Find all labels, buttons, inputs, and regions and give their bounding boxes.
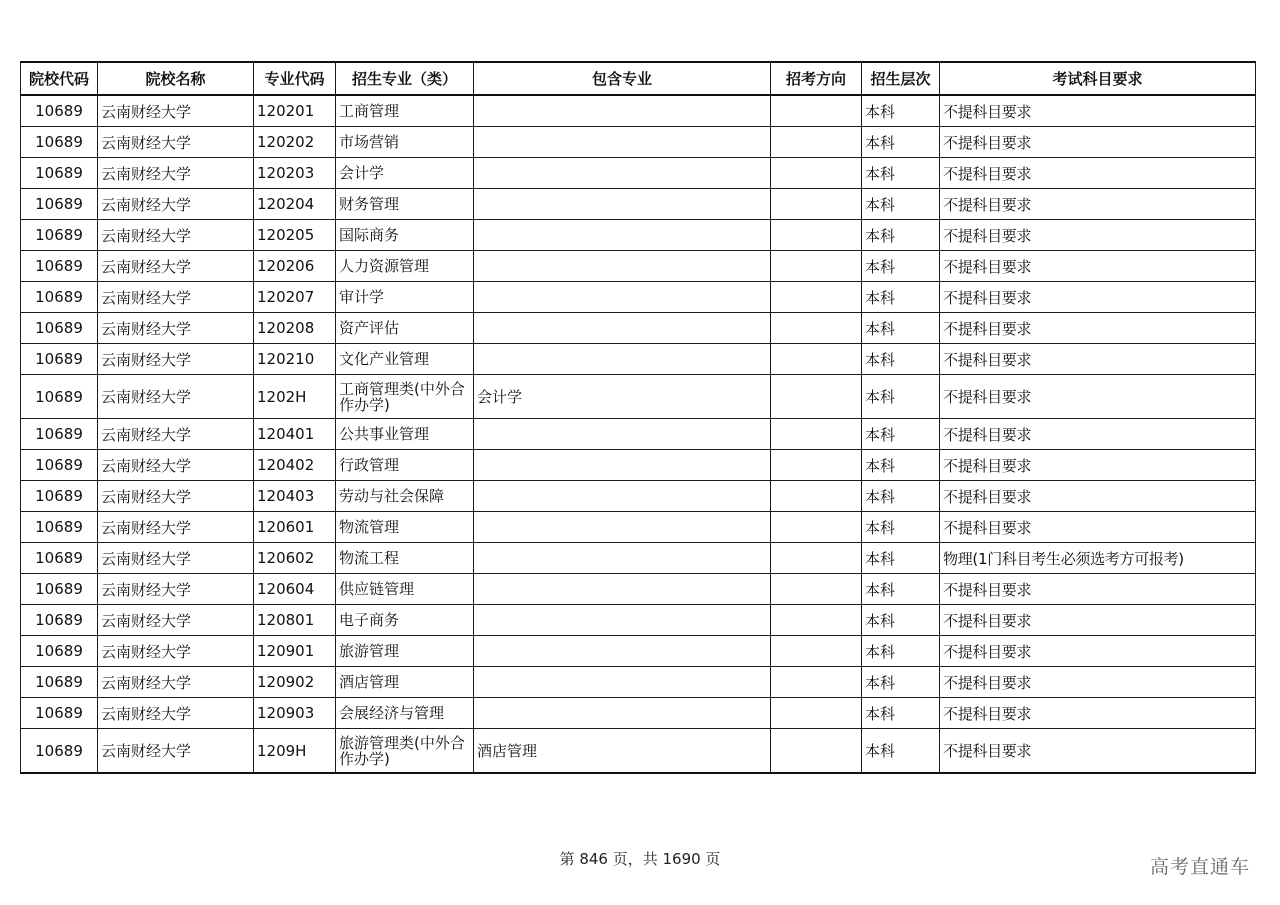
cell-level: 本科 xyxy=(862,158,940,189)
cell-major-code: 120207 xyxy=(254,282,336,313)
cell-direction xyxy=(771,481,862,512)
table-row xyxy=(21,729,1256,774)
cell-included-majors xyxy=(474,698,771,729)
header-included-majors: 包含专业 xyxy=(474,62,771,95)
cell-subject-requirements: 不提科目要求 xyxy=(940,574,1256,605)
cell-major-code: 120210 xyxy=(254,344,336,375)
cell-subject-requirements: 不提科目要求 xyxy=(940,95,1256,127)
table-row xyxy=(21,698,1256,729)
cell-direction xyxy=(771,220,862,251)
cell-major-code: 120903 xyxy=(254,698,336,729)
cell-included-majors xyxy=(474,419,771,450)
page-number: 第 846 页，共 1690 页 xyxy=(559,850,721,868)
table-row xyxy=(21,481,1256,512)
cell-school-name: 云南财经大学 xyxy=(98,95,254,127)
cell-major: 旅游管理类(中外合作办学) xyxy=(336,729,474,774)
cell-level: 本科 xyxy=(862,729,940,774)
cell-direction xyxy=(771,450,862,481)
cell-included-majors: 会计学 xyxy=(474,375,771,419)
cell-school-code: 10689 xyxy=(21,313,98,344)
cell-direction xyxy=(771,344,862,375)
cell-included-majors xyxy=(474,189,771,220)
cell-subject-requirements: 不提科目要求 xyxy=(940,127,1256,158)
cell-direction xyxy=(771,729,862,774)
cell-school-code: 10689 xyxy=(21,251,98,282)
cell-school-name: 云南财经大学 xyxy=(98,543,254,574)
cell-direction xyxy=(771,512,862,543)
table-row xyxy=(21,282,1256,313)
table-body xyxy=(21,95,1256,773)
cell-major-code: 120602 xyxy=(254,543,336,574)
cell-school-code: 10689 xyxy=(21,189,98,220)
cell-direction xyxy=(771,574,862,605)
cell-level: 本科 xyxy=(862,220,940,251)
table-row xyxy=(21,313,1256,344)
cell-subject-requirements: 不提科目要求 xyxy=(940,605,1256,636)
table-row xyxy=(21,95,1256,127)
cell-level: 本科 xyxy=(862,95,940,127)
cell-included-majors xyxy=(474,605,771,636)
table-row xyxy=(21,543,1256,574)
cell-included-majors xyxy=(474,543,771,574)
cell-major-code: 120403 xyxy=(254,481,336,512)
cell-included-majors xyxy=(474,636,771,667)
cell-level: 本科 xyxy=(862,282,940,313)
cell-school-code: 10689 xyxy=(21,481,98,512)
cell-school-name: 云南财经大学 xyxy=(98,220,254,251)
cell-included-majors xyxy=(474,481,771,512)
cell-major-code: 120208 xyxy=(254,313,336,344)
cell-school-name: 云南财经大学 xyxy=(98,605,254,636)
cell-school-code: 10689 xyxy=(21,574,98,605)
cell-direction xyxy=(771,698,862,729)
cell-major: 供应链管理 xyxy=(336,574,474,605)
cell-level: 本科 xyxy=(862,127,940,158)
table-header-row xyxy=(21,62,1256,95)
cell-direction xyxy=(771,313,862,344)
cell-school-name: 云南财经大学 xyxy=(98,450,254,481)
cell-level: 本科 xyxy=(862,667,940,698)
cell-direction xyxy=(771,667,862,698)
cell-subject-requirements: 不提科目要求 xyxy=(940,450,1256,481)
cell-subject-requirements: 不提科目要求 xyxy=(940,220,1256,251)
cell-major: 市场营销 xyxy=(336,127,474,158)
cell-direction xyxy=(771,636,862,667)
cell-direction xyxy=(771,419,862,450)
cell-level: 本科 xyxy=(862,481,940,512)
cell-subject-requirements: 不提科目要求 xyxy=(940,667,1256,698)
cell-major: 资产评估 xyxy=(336,313,474,344)
cell-major: 审计学 xyxy=(336,282,474,313)
cell-direction xyxy=(771,605,862,636)
cell-major-code: 1209H xyxy=(254,729,336,774)
cell-major-code: 120203 xyxy=(254,158,336,189)
cell-major-code: 120205 xyxy=(254,220,336,251)
cell-school-name: 云南财经大学 xyxy=(98,375,254,419)
table-row xyxy=(21,419,1256,450)
cell-included-majors xyxy=(474,95,771,127)
cell-level: 本科 xyxy=(862,512,940,543)
header-level: 招生层次 xyxy=(862,62,940,95)
cell-major: 文化产业管理 xyxy=(336,344,474,375)
cell-subject-requirements: 不提科目要求 xyxy=(940,158,1256,189)
cell-included-majors xyxy=(474,127,771,158)
cell-major: 劳动与社会保障 xyxy=(336,481,474,512)
cell-school-code: 10689 xyxy=(21,375,98,419)
cell-included-majors xyxy=(474,344,771,375)
cell-school-name: 云南财经大学 xyxy=(98,313,254,344)
cell-subject-requirements: 不提科目要求 xyxy=(940,698,1256,729)
cell-major: 物流管理 xyxy=(336,512,474,543)
cell-major-code: 120801 xyxy=(254,605,336,636)
cell-school-code: 10689 xyxy=(21,729,98,774)
cell-direction xyxy=(771,189,862,220)
header-school-code: 院校代码 xyxy=(21,62,98,95)
cell-major-code: 120604 xyxy=(254,574,336,605)
cell-school-code: 10689 xyxy=(21,220,98,251)
cell-major-code: 120201 xyxy=(254,95,336,127)
cell-major: 会展经济与管理 xyxy=(336,698,474,729)
cell-included-majors xyxy=(474,220,771,251)
cell-direction xyxy=(771,158,862,189)
cell-major: 酒店管理 xyxy=(336,667,474,698)
cell-included-majors xyxy=(474,282,771,313)
cell-direction xyxy=(771,251,862,282)
cell-subject-requirements: 不提科目要求 xyxy=(940,251,1256,282)
cell-school-name: 云南财经大学 xyxy=(98,344,254,375)
cell-major: 工商管理 xyxy=(336,95,474,127)
cell-school-name: 云南财经大学 xyxy=(98,698,254,729)
cell-level: 本科 xyxy=(862,543,940,574)
cell-level: 本科 xyxy=(862,450,940,481)
cell-major: 人力资源管理 xyxy=(336,251,474,282)
cell-subject-requirements: 不提科目要求 xyxy=(940,419,1256,450)
cell-major: 物流工程 xyxy=(336,543,474,574)
cell-level: 本科 xyxy=(862,344,940,375)
header-subject-requirements: 考试科目要求 xyxy=(940,62,1256,95)
cell-school-name: 云南财经大学 xyxy=(98,636,254,667)
cell-major: 旅游管理 xyxy=(336,636,474,667)
cell-major: 财务管理 xyxy=(336,189,474,220)
header-major: 招生专业（类） xyxy=(336,62,474,95)
admissions-table xyxy=(20,61,1256,774)
table-row xyxy=(21,251,1256,282)
cell-included-majors xyxy=(474,158,771,189)
cell-major-code: 120601 xyxy=(254,512,336,543)
cell-school-code: 10689 xyxy=(21,543,98,574)
cell-school-code: 10689 xyxy=(21,698,98,729)
cell-direction xyxy=(771,95,862,127)
cell-major: 会计学 xyxy=(336,158,474,189)
table-row xyxy=(21,344,1256,375)
cell-included-majors: 酒店管理 xyxy=(474,729,771,774)
cell-included-majors xyxy=(474,450,771,481)
cell-subject-requirements: 不提科目要求 xyxy=(940,344,1256,375)
cell-level: 本科 xyxy=(862,189,940,220)
cell-major-code: 1202H xyxy=(254,375,336,419)
table-row xyxy=(21,189,1256,220)
cell-school-name: 云南财经大学 xyxy=(98,574,254,605)
cell-level: 本科 xyxy=(862,605,940,636)
cell-subject-requirements: 不提科目要求 xyxy=(940,375,1256,419)
cell-school-name: 云南财经大学 xyxy=(98,251,254,282)
cell-level: 本科 xyxy=(862,251,940,282)
cell-school-code: 10689 xyxy=(21,512,98,543)
cell-major-code: 120204 xyxy=(254,189,336,220)
table-row xyxy=(21,667,1256,698)
cell-subject-requirements: 不提科目要求 xyxy=(940,512,1256,543)
cell-included-majors xyxy=(474,251,771,282)
table-row xyxy=(21,574,1256,605)
cell-school-code: 10689 xyxy=(21,419,98,450)
cell-direction xyxy=(771,543,862,574)
cell-school-name: 云南财经大学 xyxy=(98,158,254,189)
cell-school-name: 云南财经大学 xyxy=(98,127,254,158)
table-row xyxy=(21,450,1256,481)
header-direction: 招考方向 xyxy=(771,62,862,95)
cell-subject-requirements: 物理(1门科目考生必须选考方可报考) xyxy=(940,543,1256,574)
cell-level: 本科 xyxy=(862,636,940,667)
cell-level: 本科 xyxy=(862,698,940,729)
cell-subject-requirements: 不提科目要求 xyxy=(940,636,1256,667)
cell-school-name: 云南财经大学 xyxy=(98,729,254,774)
cell-school-code: 10689 xyxy=(21,605,98,636)
cell-subject-requirements: 不提科目要求 xyxy=(940,481,1256,512)
table-row xyxy=(21,605,1256,636)
cell-major-code: 120902 xyxy=(254,667,336,698)
cell-major: 公共事业管理 xyxy=(336,419,474,450)
table-row xyxy=(21,220,1256,251)
cell-school-code: 10689 xyxy=(21,636,98,667)
cell-major: 国际商务 xyxy=(336,220,474,251)
cell-subject-requirements: 不提科目要求 xyxy=(940,729,1256,774)
cell-major-code: 120401 xyxy=(254,419,336,450)
table-row xyxy=(21,512,1256,543)
cell-subject-requirements: 不提科目要求 xyxy=(940,282,1256,313)
table-row xyxy=(21,375,1256,419)
cell-school-name: 云南财经大学 xyxy=(98,481,254,512)
header-school-name: 院校名称 xyxy=(98,62,254,95)
cell-school-code: 10689 xyxy=(21,158,98,189)
cell-school-name: 云南财经大学 xyxy=(98,189,254,220)
cell-school-code: 10689 xyxy=(21,450,98,481)
cell-school-code: 10689 xyxy=(21,344,98,375)
cell-major-code: 120202 xyxy=(254,127,336,158)
cell-major-code: 120901 xyxy=(254,636,336,667)
cell-school-name: 云南财经大学 xyxy=(98,282,254,313)
cell-school-code: 10689 xyxy=(21,282,98,313)
cell-level: 本科 xyxy=(862,574,940,605)
cell-included-majors xyxy=(474,512,771,543)
cell-level: 本科 xyxy=(862,419,940,450)
cell-included-majors xyxy=(474,667,771,698)
cell-direction xyxy=(771,127,862,158)
table-row xyxy=(21,636,1256,667)
cell-level: 本科 xyxy=(862,313,940,344)
cell-major-code: 120206 xyxy=(254,251,336,282)
cell-major: 工商管理类(中外合作办学) xyxy=(336,375,474,419)
cell-major: 行政管理 xyxy=(336,450,474,481)
cell-included-majors xyxy=(474,313,771,344)
cell-direction xyxy=(771,375,862,419)
cell-school-name: 云南财经大学 xyxy=(98,419,254,450)
cell-school-code: 10689 xyxy=(21,95,98,127)
cell-school-code: 10689 xyxy=(21,667,98,698)
cell-major: 电子商务 xyxy=(336,605,474,636)
cell-school-name: 云南财经大学 xyxy=(98,512,254,543)
cell-school-name: 云南财经大学 xyxy=(98,667,254,698)
cell-subject-requirements: 不提科目要求 xyxy=(940,313,1256,344)
watermark-text: 高考直通车 xyxy=(1149,856,1250,878)
cell-school-code: 10689 xyxy=(21,127,98,158)
cell-level: 本科 xyxy=(862,375,940,419)
cell-subject-requirements: 不提科目要求 xyxy=(940,189,1256,220)
table-row xyxy=(21,127,1256,158)
cell-included-majors xyxy=(474,574,771,605)
cell-major-code: 120402 xyxy=(254,450,336,481)
cell-direction xyxy=(771,282,862,313)
table-row xyxy=(21,158,1256,189)
header-major-code: 专业代码 xyxy=(254,62,336,95)
